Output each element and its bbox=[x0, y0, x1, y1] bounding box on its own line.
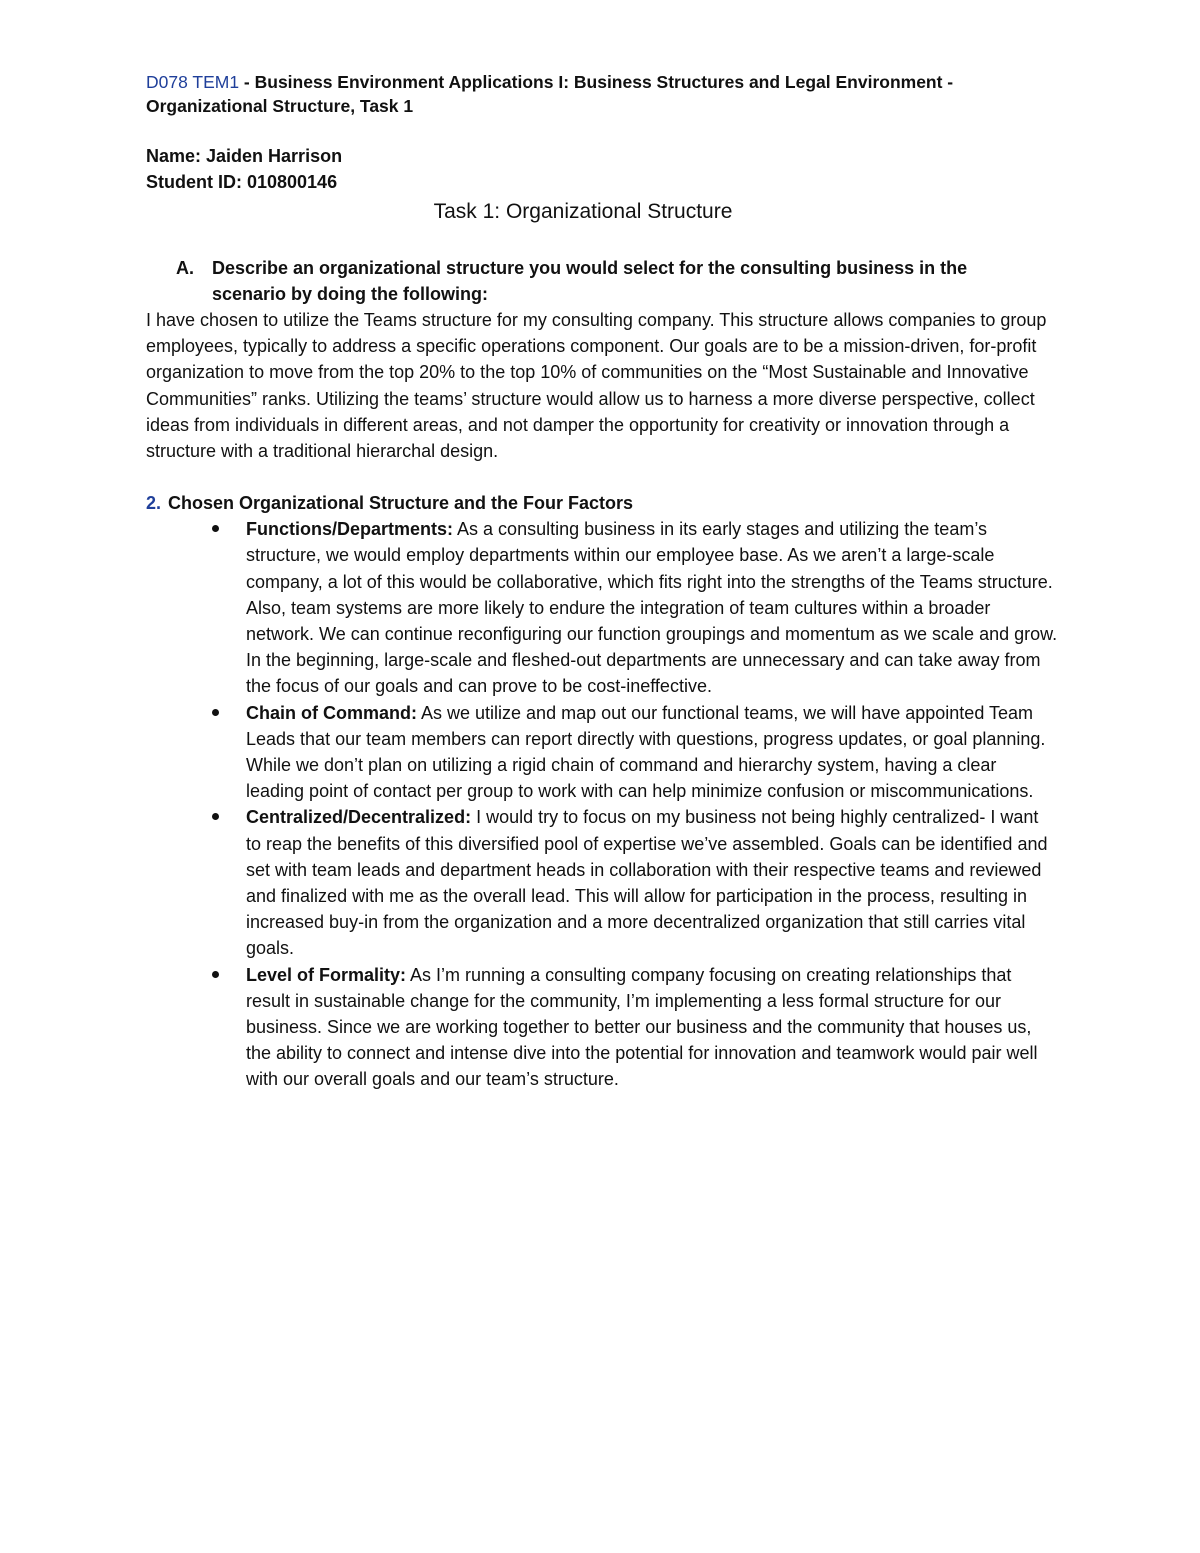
factor-body: As I’m running a consulting company focusing on creating relationships that result in sustainable change for the community, I’m implementing a less formal structure for our business. Since we are working together to better our business and the community that houses us, the ability to connect and intense dive into the potential for innovation and teamwork would pair well with our overall goals and our team’s structure. bbox=[246, 964, 1038, 1090]
factor-text bbox=[246, 700, 1058, 805]
course-code: D078 TEM1 bbox=[146, 72, 240, 92]
factor-item-chain-of-command bbox=[212, 700, 1080, 805]
course-header bbox=[146, 70, 1046, 118]
student-id: Student ID: 010800146 bbox=[146, 172, 338, 192]
factor-title: Functions/Departments: bbox=[246, 519, 454, 540]
student-name: Name: Jaiden Harrison bbox=[146, 146, 343, 166]
section-a-question: Describe an organizational structure you would select for the consulting business in the scenario by doing the following: bbox=[212, 258, 968, 304]
factor-item-functions bbox=[212, 516, 1080, 699]
factor-body: I would try to focus on my business not being highly centralized- I want to reap the benefits of this diversified pool of expertise we’ve assembled. Goals can be identified and set with team leads and department heads in collaboration with their respective teams and reviewed and finalized with me as the overall lead. This will allow for participation in the process, resulting in increased buy-in from the organization and a more decentralized organization that still carries vital goals. bbox=[246, 807, 1048, 959]
task-title: Task 1: Organizational Structure bbox=[433, 200, 733, 223]
bullet-icon bbox=[212, 962, 246, 988]
section-2-heading bbox=[146, 490, 1080, 516]
section-a-answer: I have chosen to utilize the Teams structure for my consulting company. This structure allows companies to group employees, typically to address a specific operations component. Our goals are to be a mission-driven, for-profit organization to move from the top 20% to the top 10% of communities on the “Most Sustainable and Innovative Communities” ranks. Utilizing the teams’ structure would allow us to harness a more diverse perspective, collect ideas from individuals in different areas, and not damper the opportunity for creativity or innovation through a structure with a traditional hierarchal design. bbox=[146, 310, 1047, 462]
section-a-heading bbox=[146, 255, 1080, 307]
factor-text bbox=[246, 804, 1058, 961]
factor-item-centralization bbox=[212, 804, 1080, 961]
bullet-icon bbox=[212, 516, 246, 542]
factor-list bbox=[146, 516, 1080, 1092]
course-title: - Business Environment Applications I: Business Structures and Legal Environment - Organizational Structure, Task 1 bbox=[146, 72, 954, 116]
factor-text bbox=[246, 962, 1058, 1093]
section-2-number: 2. bbox=[146, 493, 162, 514]
factor-title: Level of Formality: bbox=[246, 964, 407, 985]
factor-body: As a consulting business in its early stages and utilizing the team’s structure, we would employ departments within our employee base. As we aren’t a large-scale company, a lot of this would be collaborative, which fits right into the strengths of the Teams structure. Also, team systems are more likely to endure the integration of team cultures within a broader network. We can continue reconfiguring our function groupings and momentum as we scale and grow. In the beginning, large-scale and fleshed-out departments are unnecessary and can take away from the focus of our goals and can prove to be cost-ineffective. bbox=[246, 519, 1058, 697]
bullet-icon bbox=[212, 700, 246, 726]
factor-title: Centralized/Decentralized: bbox=[246, 807, 472, 828]
section-2-title: Chosen Organizational Structure and the Four Factors bbox=[168, 493, 634, 514]
student-info bbox=[146, 143, 1080, 195]
factor-item-formality bbox=[212, 962, 1080, 1093]
bullet-icon bbox=[212, 804, 246, 830]
section-a-marker: A. bbox=[176, 258, 194, 278]
factor-text bbox=[246, 516, 1058, 699]
factor-title: Chain of Command: bbox=[246, 702, 417, 723]
factor-body: As we utilize and map out our functional teams, we will have appointed Team Leads that our team members can report directly with questions, progress updates, or goal planning. While we don’t plan on utilizing a rigid chain of command and hierarchy system, having a clear leading point of contact per group to work with can help minimize confusion or miscommunications. bbox=[246, 702, 1046, 802]
